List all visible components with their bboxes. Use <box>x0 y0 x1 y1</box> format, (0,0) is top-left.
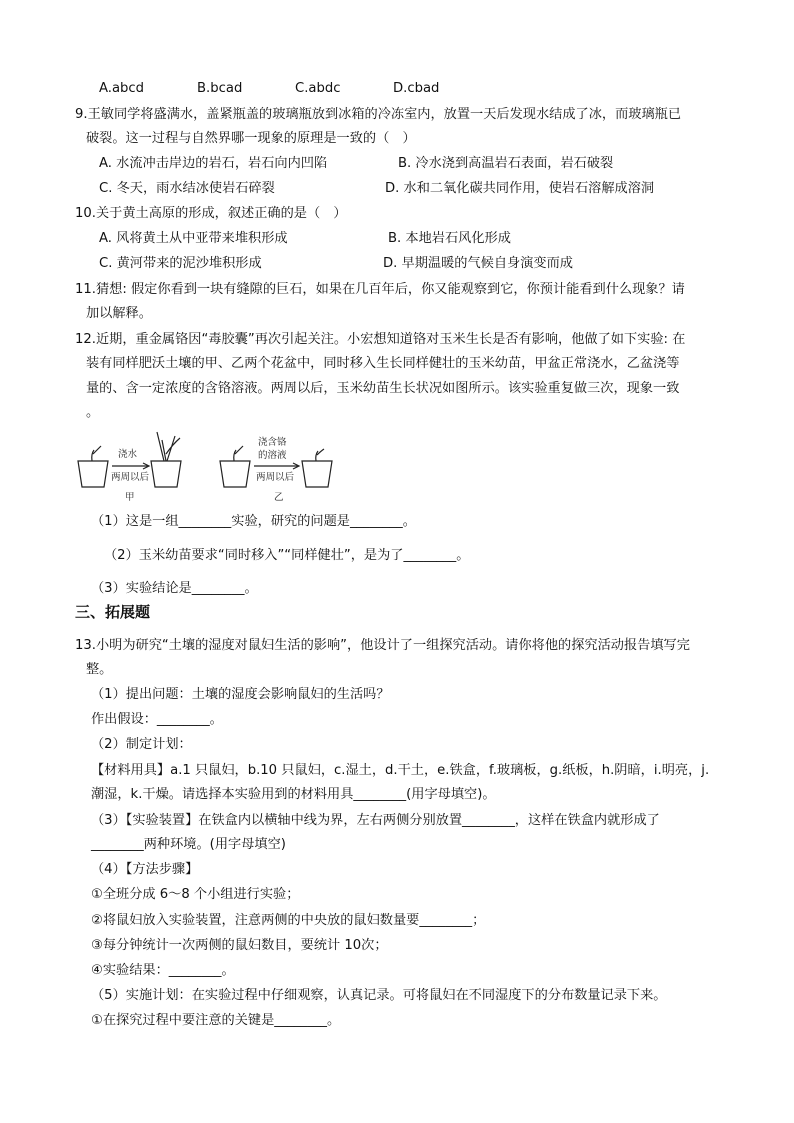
q13-part-1-hypothesis: 作出假设：________。 <box>91 712 223 727</box>
q9-option-d: D. 水和二氧化碳共同作用，使岩石溶解成溶洞 <box>385 181 655 196</box>
q13-part-3-line-2: ________两种环境。(用字母填空) <box>91 837 286 852</box>
q8-option-b: B.bcad <box>197 81 243 96</box>
q13-step-1: ①全班分成 6～8 个小组进行实验； <box>91 887 300 902</box>
q13-materials-line-1: 【材料用具】a.1 只鼠妇，b.10 只鼠妇，c.湿土，d.干土，e.铁盒，f.玻璃板，g.纸板，h.阴暗，i.明亮，j. <box>91 763 710 778</box>
q11-line-1: 11.猜想: 假定你看到一块有缝隙的巨石，如果在几百年后，你又能观察到它，你预计能看到什么现象？请 <box>75 282 685 297</box>
q13-step-2: ②将鼠妇放入实验装置，注意两侧的中央放的鼠妇数量要________； <box>91 913 486 928</box>
q8-option-c: C.abdc <box>295 81 341 96</box>
q12-line-4: 。 <box>86 405 100 420</box>
q13-part-1: （1）提出问题：土壤的湿度会影响鼠妇的生活吗？ <box>91 687 390 702</box>
figure-label-two-weeks-b: 两周以后 <box>256 472 295 483</box>
q9-stem-line-1: 9.王敏同学将盛满水，盖紧瓶盖的玻璃瓶放到冰箱的冷冻室内，放置一天后发现水结成了冰，而玻璃瓶已 <box>75 107 682 122</box>
section-3-title: 三、拓展题 <box>75 603 151 621</box>
q13-part-4: （4）【方法步骤】 <box>91 862 199 877</box>
q13-part-5: （5）实施计划：在实验过程中仔细观察，认真记录。可将鼠妇在不同湿度下的分布数量记录下来。 <box>91 988 667 1003</box>
figure-label-cr-1: 浇含铬 <box>258 437 287 448</box>
q12-line-1: 12.近期，重金属铬因“毒胶囊”再次引起关注。小宏想知道铬对玉米生长是否有影响，他做了如下实验: 在 <box>75 332 686 347</box>
pot-jia-before <box>78 461 108 487</box>
seedling-jia-before <box>92 446 101 461</box>
q13-part-3-line-1: （3）【实验装置】在铁盒内以横轴中线为界，左右两侧分别放置________，这样在铁盒内就形成了 <box>91 813 660 828</box>
q11-line-2: 加以解释。 <box>86 306 152 321</box>
pot-yi-after <box>302 461 332 487</box>
figure-label-two-weeks-a: 两周以后 <box>111 472 150 483</box>
q13-part-5-item-1: ①在探究过程中要注意的关键是________。 <box>91 1013 341 1028</box>
q12-line-3: 量的、含一定浓度的含铬溶液。两周以后，玉米幼苗生长状况如图所示。该实验重复做三次，现象一致 <box>86 381 680 396</box>
figure-label-water: 浇水 <box>118 449 138 460</box>
q12-sub-1: （1）这是一组________实验，研究的问题是________。 <box>91 514 416 529</box>
q10-option-b: B. 本地岩石风化形成 <box>388 231 511 246</box>
q10-option-c: C. 黄河带来的泥沙堆积形成 <box>99 256 262 271</box>
q12-sub-2: （2）玉米幼苗要求“同时移入”“同样健壮”，是为了________。 <box>104 548 470 563</box>
experiment-figure <box>72 424 344 504</box>
q10-option-a: A. 风将黄土从中亚带来堆积形成 <box>99 231 288 246</box>
figure-label-jia: 甲 <box>125 492 135 503</box>
q10-option-d: D. 早期温暖的气候自身演变而成 <box>383 256 573 271</box>
q13-part-2: （2）制定计划： <box>91 737 192 752</box>
plant-jia-after <box>157 432 180 461</box>
q8-option-d: D.cbad <box>393 81 440 96</box>
q9-option-c: C. 冬天，雨水结冰使岩石碎裂 <box>99 181 275 196</box>
q10-stem: 10.关于黄土高原的形成，叙述正确的是（ ） <box>75 206 347 221</box>
q13-stem-line-1: 13.小明为研究“土壤的湿度对鼠妇生活的影响”，他设计了一组探究活动。请你将他的探究活动报告填写完 <box>75 638 690 653</box>
pot-jia-after <box>151 461 181 487</box>
seedling-yi-before <box>234 446 243 461</box>
q9-option-b: B. 冷水浇到高温岩石表面，岩石破裂 <box>398 156 614 171</box>
q9-option-a: A. 水流冲击岸边的岩石，岩石向内凹陷 <box>99 156 328 171</box>
seedling-yi-after <box>316 449 324 461</box>
q13-step-4: ④实验结果：________。 <box>91 963 235 978</box>
q8-option-a: A.abcd <box>99 81 145 96</box>
pot-yi-before <box>220 461 250 487</box>
figure-label-yi: 乙 <box>274 492 284 503</box>
q13-stem-line-2: 整。 <box>86 662 113 677</box>
q13-step-3: ③每分钟统计一次两侧的鼠妇数目，要统计 10次； <box>91 938 388 953</box>
q12-sub-3: （3）实验结论是________。 <box>91 581 258 596</box>
q9-stem-line-2: 破裂。这一过程与自然界哪一现象的原理是一致的（ ） <box>86 131 416 146</box>
q13-materials-line-2: 潮湿，k.干燥。请选择本实验用到的材料用具________(用字母填空)。 <box>91 787 496 802</box>
figure-label-cr-2: 的溶液 <box>258 450 287 461</box>
q12-line-2: 装有同样肥沃土壤的甲、乙两个花盆中，同时移入生长同样健壮的玉米幼苗，甲盆正常浇水，乙盆浇等 <box>86 356 680 371</box>
